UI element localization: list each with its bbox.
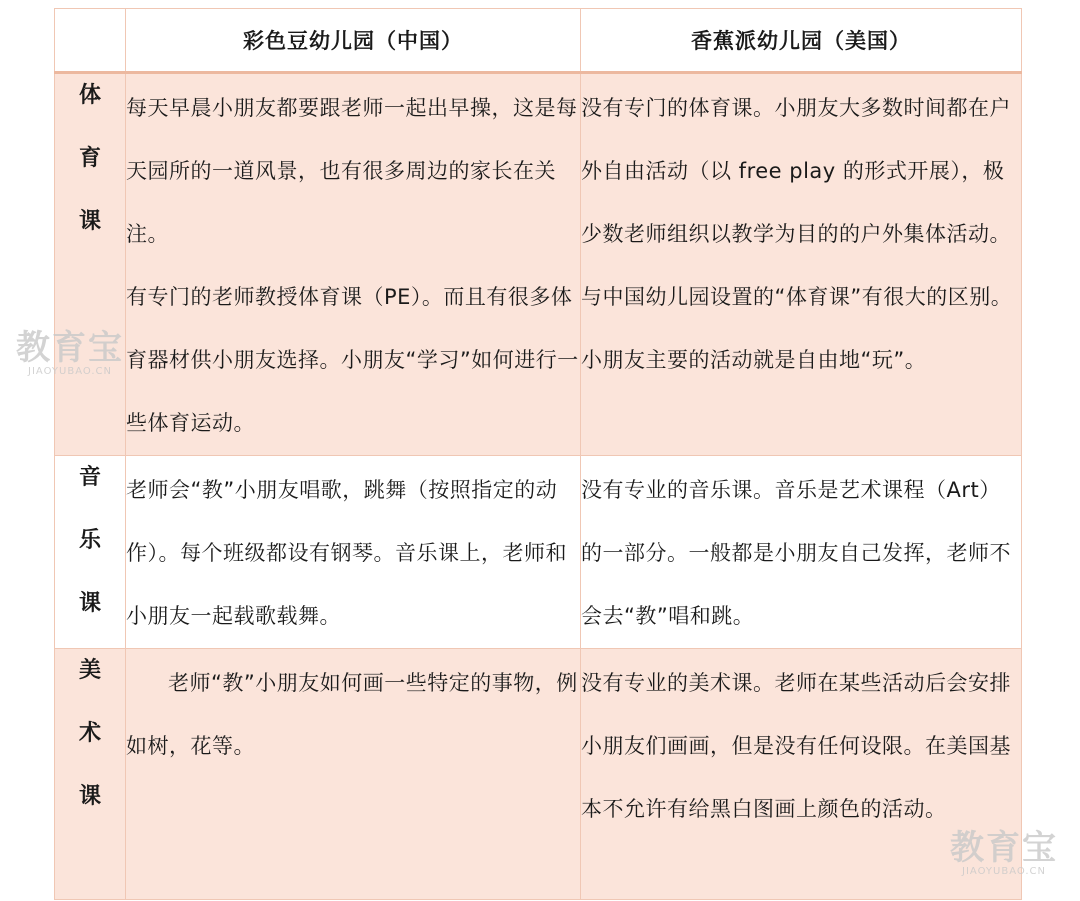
table-row-music bbox=[55, 456, 1022, 649]
table-header-row bbox=[55, 9, 1022, 73]
china-cell-music bbox=[126, 456, 581, 649]
usa-cell-art bbox=[581, 649, 1022, 900]
usa-pe-paragraph-1: 没有专门的体育课。小朋友大多数时间都在户外自由活动（以 free play 的形式开展），极少数老师组织以教学为目的的户外集体活动。与中国幼儿园设置的“体育课”有很大的区别。小朋友主要的活动就是自由地“玩”。 bbox=[581, 96, 1013, 372]
china-pe-paragraph-1: 每天早晨小朋友都要跟老师一起出早操，这是每天园所的一道风景，也有很多周边的家长在关注。 bbox=[126, 96, 578, 246]
header-usa-kindergarten: 香蕉派幼儿园（美国） bbox=[581, 9, 1022, 73]
subject-char: 体 bbox=[78, 83, 101, 108]
china-music-paragraph-1: 老师会“教”小朋友唱歌，跳舞（按照指定的动作）。每个班级都设有钢琴。音乐课上，老师和小朋友一起载歌载舞。 bbox=[126, 478, 567, 628]
header-china-kindergarten: 彩色豆幼儿园（中国） bbox=[126, 9, 581, 73]
watermark-url-text: JIAOYUBAO.CN bbox=[962, 866, 1046, 877]
subject-char: 音 bbox=[78, 465, 101, 490]
china-cell-art bbox=[126, 649, 581, 900]
subject-char: 美 bbox=[78, 658, 101, 683]
watermark-logo-text: 教育宝 bbox=[16, 328, 124, 368]
subject-char: 育 bbox=[78, 146, 101, 171]
subject-char: 课 bbox=[78, 591, 101, 616]
subject-cell-art bbox=[55, 649, 126, 900]
usa-cell-music bbox=[581, 456, 1022, 649]
china-pe-paragraph-2: 有专门的老师教授体育课（PE）。而且有很多体育器材供小朋友选择。小朋友“学习”如何进行一些体育运动。 bbox=[126, 285, 579, 435]
header-corner-cell bbox=[55, 9, 126, 73]
subject-char: 乐 bbox=[78, 528, 101, 553]
subject-char: 课 bbox=[78, 784, 101, 809]
china-cell-pe bbox=[126, 73, 581, 456]
watermark-logo-text: 教育宝 bbox=[950, 828, 1058, 868]
subject-char: 术 bbox=[78, 721, 101, 746]
comparison-table bbox=[54, 8, 1022, 900]
watermark-url-text: JIAOYUBAO.CN bbox=[28, 366, 112, 377]
subject-cell-music bbox=[55, 456, 126, 649]
subject-cell-pe bbox=[55, 73, 126, 456]
china-art-paragraph-1: 老师“教”小朋友如何画一些特定的事物，例如树，花等。 bbox=[126, 671, 578, 758]
table-row-art bbox=[55, 649, 1022, 900]
usa-art-paragraph-1: 没有专业的美术课。老师在某些活动后会安排小朋友们画画，但是没有任何设限。在美国基本不允许有给黑白图画上颜色的活动。 bbox=[581, 671, 1011, 821]
table-row-pe bbox=[55, 73, 1022, 456]
usa-music-paragraph-1: 没有专业的音乐课。音乐是艺术课程（Art）的一部分。一般都是小朋友自己发挥，老师不会去“教”唱和跳。 bbox=[581, 478, 1011, 628]
usa-cell-pe bbox=[581, 73, 1022, 456]
subject-char: 课 bbox=[78, 209, 101, 234]
